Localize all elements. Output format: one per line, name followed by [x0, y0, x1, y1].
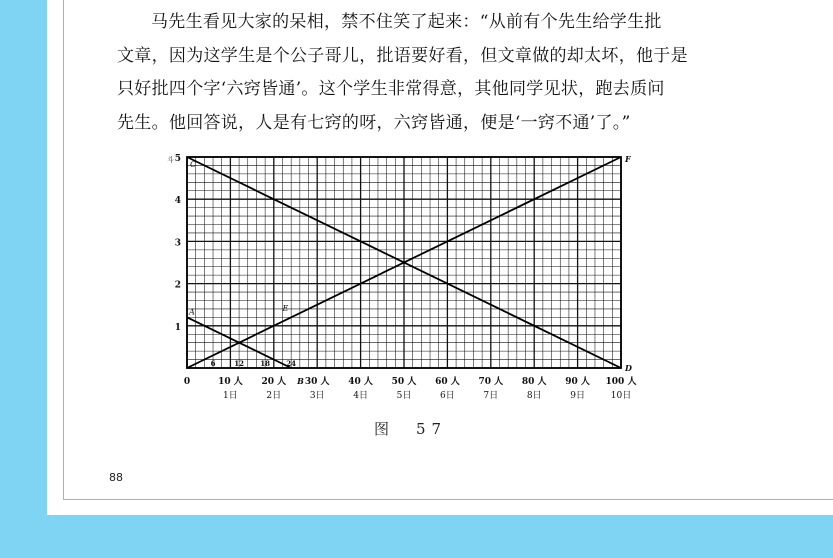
- x-tick-label-people: 90 人: [565, 377, 590, 387]
- point-label-b: B: [297, 376, 304, 386]
- figure-caption: 图 57: [374, 420, 448, 438]
- small-x-label: 6: [210, 359, 216, 368]
- y-axis-corner-label: 斗: [167, 156, 174, 164]
- small-x-label: 18: [260, 359, 270, 368]
- paragraph-line-4: 先生。他回答说，人是有七窍的呀，六窍皆通，便是‘一窍不通’了。”: [117, 112, 631, 133]
- page-number: 88: [109, 471, 123, 484]
- x-tick-label-people: 40 人: [348, 377, 373, 387]
- paragraph-line-2: 文章，因为这学生是个公子哥儿，批语要好看，但文章做的却太坏，他于是: [117, 45, 688, 66]
- paragraph-line-3: 只好批四个字‘六窍皆通’。这个学生非常得意，其他同学见状，跑去质问: [117, 79, 665, 99]
- x-tick-label-day: 6日: [440, 391, 455, 401]
- y-tick-label: 2: [174, 280, 181, 291]
- x-tick-label-people: 100 人: [605, 377, 637, 387]
- x-tick-label-day: 7日: [483, 391, 499, 401]
- small-x-label: 24: [286, 359, 297, 368]
- x-tick-label-day: 3日: [309, 391, 325, 401]
- y-tick-label: 5: [174, 154, 181, 164]
- y-tick-label: 1: [174, 322, 181, 333]
- point-label-f: F: [625, 154, 631, 164]
- x-tick-label-people: 60 人: [435, 377, 460, 387]
- x-tick-label-day: 4日: [353, 391, 368, 401]
- x-tick-label-day: 8日: [526, 391, 542, 401]
- x-tick-label-people: 0: [183, 377, 191, 387]
- figure-57-chart: [160, 150, 650, 405]
- x-tick-label-day: 5日: [396, 391, 412, 401]
- x-tick-label-day: 1日: [223, 391, 238, 401]
- y-tick-label: 4: [174, 196, 181, 207]
- chart-labels: [167, 154, 636, 401]
- x-tick-label-people: 50 人: [391, 377, 417, 387]
- point-label-d: D: [625, 363, 632, 373]
- point-label-e: E: [282, 304, 289, 314]
- point-label-c: C: [190, 160, 197, 169]
- small-x-label: 12: [234, 359, 244, 368]
- x-tick-label-people: 20 人: [261, 377, 287, 387]
- x-tick-label-people: 70 人: [478, 377, 504, 387]
- point-label-a: A: [189, 307, 195, 317]
- x-tick-label-day: 10日: [610, 391, 632, 401]
- x-tick-label-people: 80 人: [521, 377, 547, 387]
- x-tick-label-day: 2日: [266, 391, 282, 401]
- y-tick-label: 3: [174, 238, 181, 249]
- x-tick-label-day: 9日: [570, 391, 585, 401]
- x-tick-label-people: 10 人: [218, 377, 243, 387]
- paragraph-line-1: 马先生看见大家的呆相，禁不住笑了起来：“从前有个先生给学生批: [151, 12, 662, 32]
- body-paragraph: [117, 6, 697, 140]
- x-tick-label-people: 30 人: [304, 377, 330, 387]
